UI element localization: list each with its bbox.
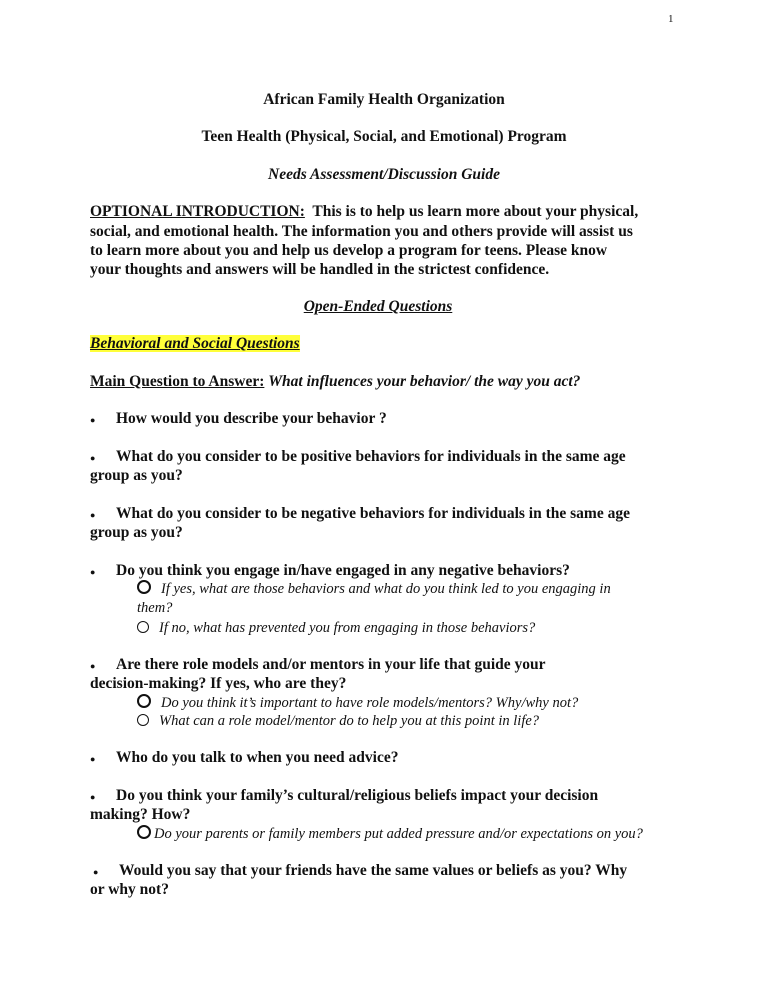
main-question-label: Main Question to Answer: xyxy=(90,373,265,390)
circle-bullet-icon xyxy=(137,714,149,726)
question-text: What do you consider to be positive behaviors for individuals in the same age xyxy=(116,448,626,465)
question-text: Do you think your family’s cultural/religious beliefs impact your decision xyxy=(116,787,599,804)
intro-label: OPTIONAL INTRODUCTION: xyxy=(90,203,305,220)
subsection-highlight: Behavioral and Social Questions xyxy=(90,335,300,352)
question-text: How would you describe your behavior ? xyxy=(116,410,387,427)
question-6 xyxy=(90,748,398,769)
sub-question-cont: them? xyxy=(137,600,173,616)
question-7-cont: making? How? xyxy=(90,806,191,823)
sub-question xyxy=(137,579,611,599)
guide-title: Needs Assessment/Discussion Guide xyxy=(268,166,500,183)
main-question xyxy=(90,372,580,392)
bullet-icon: ● xyxy=(90,415,96,425)
circle-bullet-icon xyxy=(137,694,151,708)
intro-text: This is to help us learn more about your physical, xyxy=(312,203,639,220)
main-question-text: What influences your behavior/ the way you act? xyxy=(268,373,581,390)
sub-question-text: If no, what has prevented you from engaging in those behaviors? xyxy=(159,620,536,636)
bullet-icon: ● xyxy=(93,867,99,877)
question-7 xyxy=(90,786,598,807)
circle-bullet-icon xyxy=(137,825,151,839)
question-text: Are there role models and/or mentors in your life that guide your xyxy=(116,656,546,673)
sub-question-text: Do you think it’s important to have role models/mentors? Why/why not? xyxy=(161,695,579,711)
question-1 xyxy=(90,409,387,430)
bullet-icon: ● xyxy=(90,792,96,802)
intro-line-4: your thoughts and answers will be handled in the strictest confidence. xyxy=(90,261,550,278)
sub-question xyxy=(137,618,535,638)
bullet-icon: ● xyxy=(90,453,96,463)
question-3 xyxy=(90,504,630,525)
question-8-cont: or why not? xyxy=(90,881,169,898)
question-text: Would you say that your friends have the same values or beliefs as you? Why xyxy=(119,862,628,879)
section-title: Open-Ended Questions xyxy=(303,298,453,315)
question-5 xyxy=(90,655,546,676)
sub-question-text: Do your parents or family members put added pressure and/or expectations on you? xyxy=(154,826,643,842)
org-title: African Family Health Organization xyxy=(263,91,505,108)
question-text: What do you consider to be negative behaviors for individuals in the same age xyxy=(116,505,630,522)
program-title: Teen Health (Physical, Social, and Emotional) Program xyxy=(201,128,567,145)
sub-question xyxy=(137,711,539,731)
question-2-cont: group as you? xyxy=(90,467,183,484)
question-text: Who do you talk to when you need advice? xyxy=(116,749,399,766)
bullet-icon: ● xyxy=(90,661,96,671)
page-number: 1 xyxy=(668,13,674,25)
intro-line-3: to learn more about you and help us develop a program for teens. Please know xyxy=(90,242,608,259)
sub-question-text: What can a role model/mentor do to help you at this point in life? xyxy=(159,713,540,729)
bullet-icon: ● xyxy=(90,754,96,764)
bullet-icon: ● xyxy=(90,567,96,577)
intro-line-1 xyxy=(90,202,638,222)
sub-question xyxy=(137,693,578,713)
question-8 xyxy=(93,861,627,882)
circle-bullet-icon xyxy=(137,621,149,633)
question-2 xyxy=(90,447,626,468)
subsection-title xyxy=(90,334,300,354)
question-text: Do you think you engage in/have engaged in any negative behaviors? xyxy=(116,562,570,579)
sub-question xyxy=(137,824,643,844)
bullet-icon: ● xyxy=(90,510,96,520)
intro-line-2: social, and emotional health. The information you and others provide will assist us xyxy=(90,223,633,240)
sub-question-text: If yes, what are those behaviors and what do you think led to you engaging in xyxy=(161,581,611,597)
circle-bullet-icon xyxy=(137,580,151,594)
question-5-cont: decision-making? If yes, who are they? xyxy=(90,675,347,692)
question-3-cont: group as you? xyxy=(90,524,183,541)
